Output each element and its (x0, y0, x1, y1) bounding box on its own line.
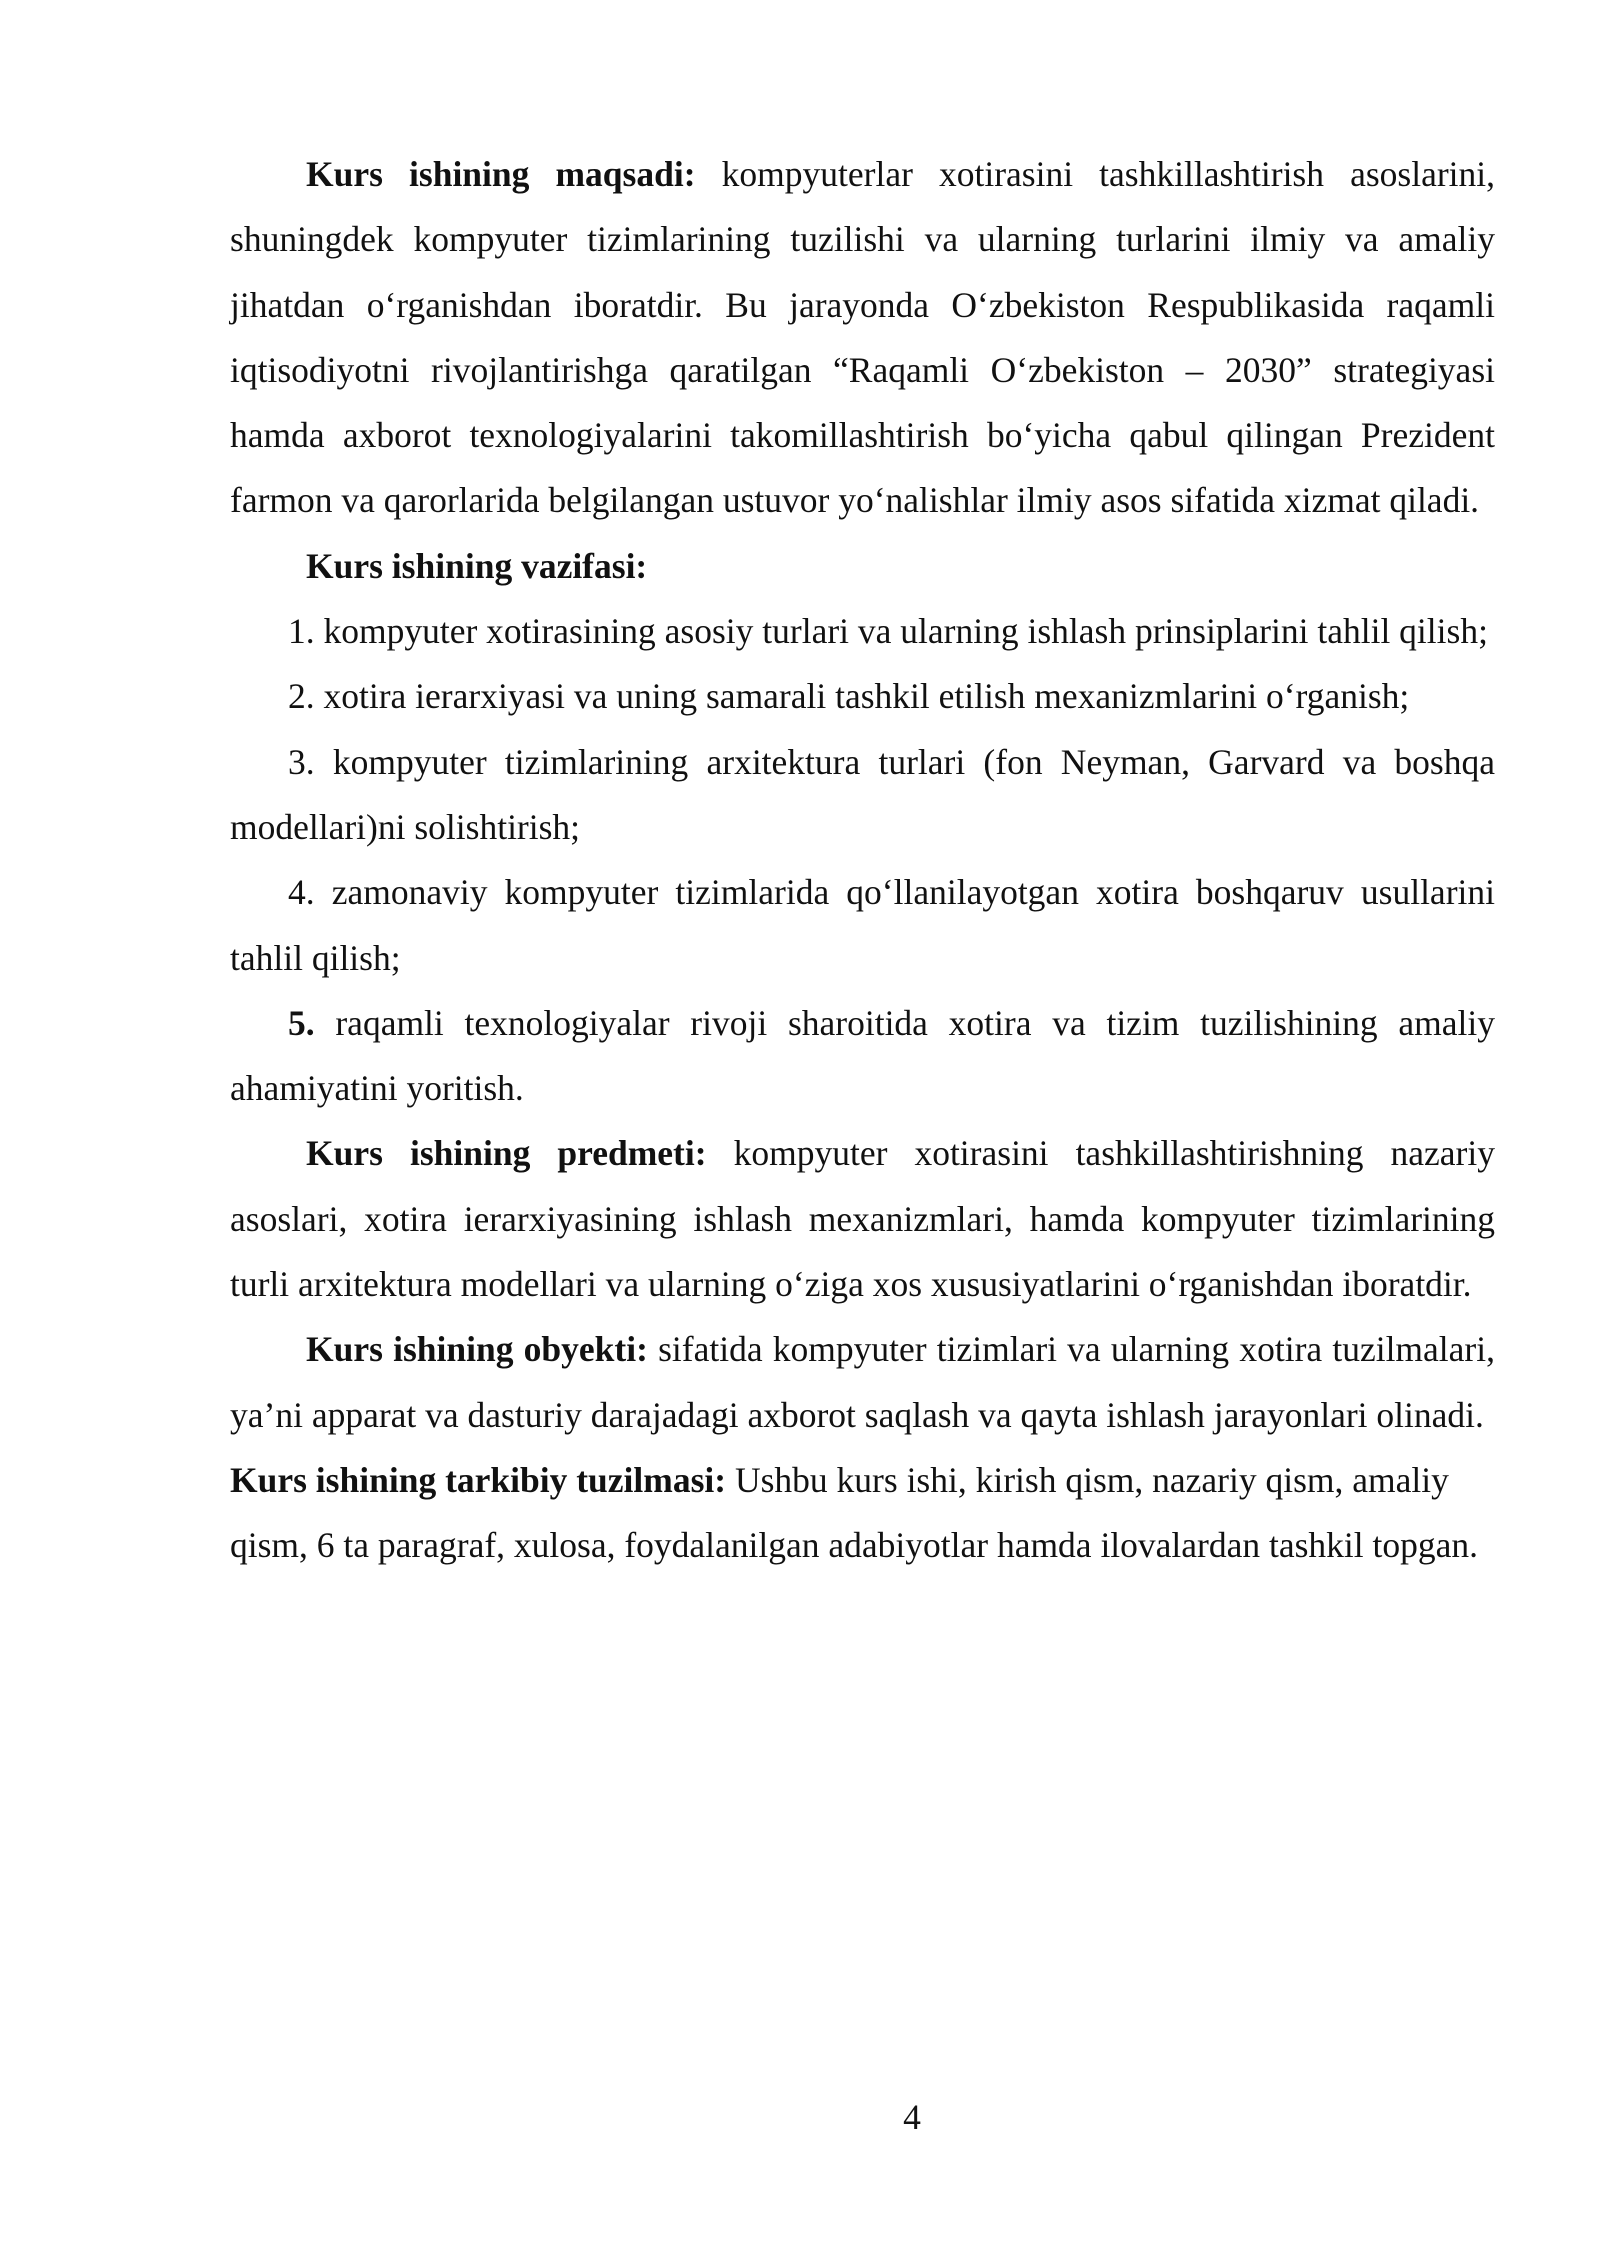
list-item-text: zamonaviy kompyuter tizimlarida qo‘llanilayotgan xotira boshqaruv usullarini tahlil qilish; (230, 872, 1495, 978)
list-item-text: kompyuter xotirasining asosiy turlari va ularning ishlash prinsiplarini tahlil qilish; (314, 611, 1488, 652)
paragraph-vazifa-heading (230, 534, 1495, 599)
list-item (230, 730, 1495, 861)
list-item-text: kompyuter tizimlarining arxitektura turlari (fon Neyman, Garvard va boshqa modellari)ni solishtirish; (230, 741, 1495, 847)
paragraph-obyekt (230, 1317, 1495, 1448)
list-item-text: xotira ierarxiyasi va uning samarali tashkil etilish mexanizmlarini o‘rganish; (314, 676, 1410, 717)
heading-vazifa: Kurs ishining vazifasi: (306, 545, 648, 586)
heading-maqsad: Kurs ishining maqsadi: (306, 154, 696, 194)
list-item-text: raqamli texnologiyalar rivoji sharoitida xotira va tizim tuzilishining amaliy ahamiyatini yoritish. (230, 1002, 1495, 1109)
heading-tarkib: Kurs ishining tarkibiy tuzilmasi: (230, 1459, 727, 1500)
paragraph-predmet (230, 1121, 1495, 1317)
text-obyekt: sifatida kompyuter tizimlari va ularning xotira tuzilmalari, ya’ni apparat va dasturiy darajadagi axborot saqlash va qayta ishlash jarayonlari olinadi. (230, 1329, 1495, 1435)
heading-obyekt: Kurs ishining obyekti: (306, 1329, 648, 1370)
page-content (230, 142, 1495, 1579)
text-tarkib: Ushbu kurs ishi, kirish qism, nazariy qism, amaliy qism, 6 ta paragraf, xulosa, foydalanilgan adabiyotlar hamda ilovalardan tashkil topgan. (230, 1459, 1479, 1566)
list-item-number: 1. (288, 611, 315, 652)
text-maqsad: kompyuterlar xotirasini tashkillashtirish asoslarini, shuningdek kompyuter tizimlarining tuzilishi va ularning turlarini ilmiy va amaliy jihatdan o‘rganishdan iboratdir. Bu jarayonda O‘zbekiston Respublikasida raqamli iqtisodiyotni rivojlantirishga qaratilgan “Raqamli O‘zbekiston – 2030” strategiyasi hamda axborot texnologiyalarini takomillashtirish bo‘yicha qabul qilingan Prezident farmon va qarorlarida belgilangan ustuvor yo‘nalishlar ilmiy asos sifatida xizmat qiladi. (230, 154, 1496, 521)
list-item (230, 991, 1495, 1122)
list-item-number: 4. (288, 872, 315, 913)
list-item-number: 3. (288, 741, 315, 782)
list-item (230, 599, 1495, 664)
page-number: 4 (903, 2097, 921, 2137)
list-item-number: 2. (288, 676, 315, 717)
list-item (230, 664, 1495, 729)
list-item-number: 5. (288, 1002, 315, 1043)
list-item (230, 860, 1495, 991)
paragraph-tarkib (230, 1448, 1495, 1579)
paragraph-maqsad (230, 142, 1495, 534)
heading-predmet: Kurs ishining predmeti: (306, 1133, 707, 1174)
text-predmet: kompyuter xotirasini tashkillashtirishning nazariy asoslari, xotira ierarxiyasining ishlash mexanizmlari, hamda kompyuter tizimlarining turli arxitektura modellari va ularning o‘ziga xos xususiyatlarini o‘rganishdan iboratdir. (230, 1133, 1495, 1305)
